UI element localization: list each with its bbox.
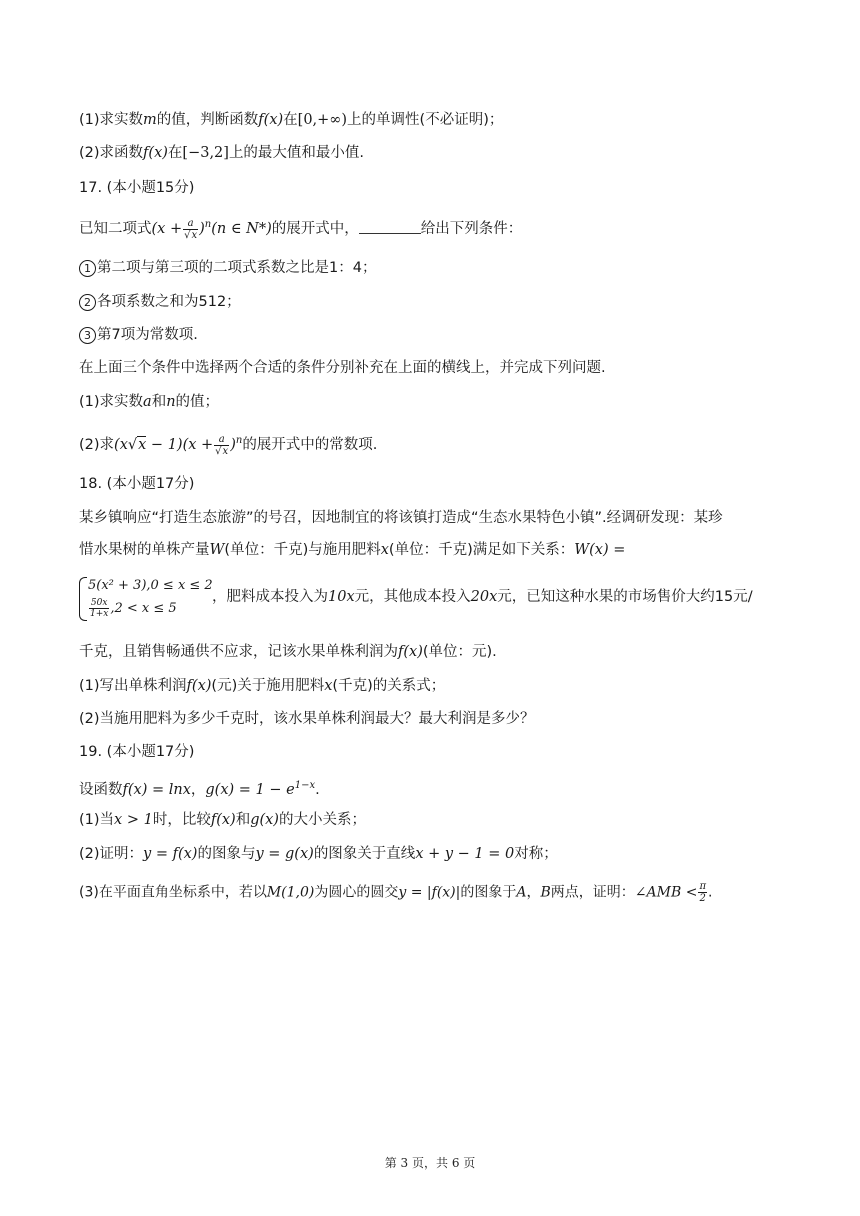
fraction [214, 434, 229, 457]
frac-den: √x [215, 445, 229, 457]
math-expr: ) [199, 221, 205, 237]
math-func: y = g(x) [255, 846, 314, 862]
text: 的图象于 [460, 884, 517, 901]
math-var: n [166, 394, 176, 410]
text: 的大小关系； [278, 812, 366, 828]
q18-part1 [79, 676, 445, 696]
text: 的展开式中的常数项. [242, 437, 378, 453]
math-interval: [−3,2] [182, 145, 229, 161]
q18-cost [212, 587, 753, 607]
math-expr: (x + [151, 221, 183, 237]
exponent: n [235, 435, 243, 446]
math-func: g(x) [250, 812, 279, 828]
frac-den: 1+x [90, 609, 109, 619]
q18-line1: 某乡镇响应“打造生态旅游”的号召，因地制宜的将该镇打造成“生态水果特色小镇”.经调研发现：某珍 [79, 510, 723, 526]
frac-num: a [214, 434, 229, 446]
math-var: W [209, 542, 225, 558]
text: 和 [235, 812, 251, 828]
frac-num: π [699, 881, 707, 892]
math-func: f(x) [186, 678, 212, 694]
math-expr: ) [230, 437, 236, 453]
sqrt-arg: x [138, 437, 147, 453]
text: (千克)的关系式； [332, 678, 446, 694]
math-func: y = |f(x)| [398, 884, 461, 901]
q18-part2: (2)当施用肥料为多少千克时，该水果单株利润最大？最大利润是多少？ [79, 711, 535, 727]
text: (1)当 [79, 812, 115, 828]
q18-header: 18. (本小题17分) [79, 476, 195, 492]
math-point: B [540, 884, 551, 901]
q16-part2 [79, 143, 364, 163]
text: 各项系数之和为512； [97, 294, 241, 310]
math-var: x [324, 678, 333, 694]
math-cond: (n ∈ N*) [211, 221, 272, 237]
math-cond: ,2 < x ≤ 5 [110, 601, 177, 616]
q19-part3 [79, 881, 712, 904]
text: 的展开式中， [271, 221, 359, 237]
exponent: 1−x [294, 780, 316, 791]
text: 和 [151, 394, 167, 410]
math-expr: (x [114, 437, 128, 453]
q19-intro [79, 776, 320, 800]
text: (1)求实数 [79, 394, 144, 410]
math-expr: − 1)(x + [146, 437, 214, 453]
text: 元，已知这种水果的市场售价大约15元/ [497, 589, 753, 605]
frac-num: 50x [90, 598, 108, 608]
text: 千克，且销售畅通供不应求，记该水果单株利润为 [79, 644, 398, 660]
text: 在 [167, 145, 183, 161]
text: . [315, 782, 320, 798]
page-footer: 第 3 页，共 6 页 [384, 1156, 476, 1170]
text: 设函数 [79, 782, 123, 798]
piecewise-brace [79, 577, 87, 621]
q17-part2 [79, 431, 377, 457]
math-point: A [516, 884, 527, 901]
text: 时，比较 [152, 812, 211, 828]
text: 两点，证明： [550, 884, 635, 901]
math-func: f(x) [258, 112, 284, 128]
math-expr: W(x) = [574, 542, 626, 558]
math-expr: 20x [470, 589, 498, 605]
text: 对称； [514, 846, 558, 862]
fill-blank[interactable] [359, 219, 421, 234]
text: 为圆心的圆交 [314, 884, 399, 901]
math-func: f(x) [143, 145, 168, 161]
math-var: m [143, 112, 157, 128]
text: 在 [283, 112, 298, 128]
text: 的图象关于直线 [313, 846, 416, 862]
fraction [89, 598, 109, 619]
text: ， [190, 782, 206, 798]
math-cond: x > 1 [114, 812, 153, 828]
q17-condition-1 [79, 258, 376, 278]
text: (2)求函数 [79, 145, 144, 161]
frac-num: a [183, 218, 198, 230]
math-func: f(x) [210, 812, 236, 828]
text: (2)求 [79, 437, 115, 453]
circled-number: 1 [79, 260, 96, 277]
q17-instruction: 在上面三个条件中选择两个合适的条件分别补充在上面的横线上，并完成下列问题. [79, 360, 606, 376]
text: 的图象与 [197, 846, 256, 862]
text: 的值，判断函数 [156, 112, 259, 128]
frac-den: 2 [699, 893, 706, 904]
circled-number: 2 [79, 294, 96, 311]
q19-part1 [79, 810, 366, 830]
q19-header: 19. (本小题17分) [79, 744, 195, 760]
text: (3)在平面直角坐标系中，若以 [79, 884, 267, 901]
text: (单位：元). [422, 644, 497, 660]
math-func: g(x) = 1 − e [205, 782, 295, 798]
math-interval: [0,+∞) [297, 112, 348, 128]
text: (1)写出单株利润 [79, 678, 187, 694]
q17-condition-3 [79, 325, 198, 345]
text: 的值； [175, 394, 220, 410]
text: 第二项与第三项的二项式系数之比是1：4； [97, 260, 377, 276]
math-expr: x + y − 1 = 0 [415, 846, 515, 862]
text: (1)求实数 [79, 112, 144, 128]
text: 元，其他成本投入 [354, 589, 471, 605]
text: (单位：千克)满足如下关系： [388, 542, 575, 558]
q18-piece1: 5(x² + 3),0 ≤ x ≤ 2 [88, 578, 213, 593]
exponent: n [204, 219, 212, 230]
q19-part2 [79, 844, 558, 864]
text: 上的单调性(不必证明)； [347, 112, 504, 128]
math-expr: ∠AMB < [634, 884, 698, 901]
fraction [183, 218, 198, 241]
sqrt-sign: √ [127, 437, 138, 453]
sqrt-arg: x [222, 445, 229, 457]
text: 上的最大值和最小值. [228, 145, 365, 161]
text: 惜水果树的单株产量 [79, 542, 210, 558]
math-point: M(1,0) [266, 884, 315, 901]
text: ， [526, 884, 541, 901]
text: ，肥料成本投入为 [212, 589, 328, 605]
math-func: f(x) = lnx [122, 782, 191, 798]
q16-part1 [79, 110, 503, 130]
q17-header: 17. (本小题15分) [79, 180, 195, 196]
text: (2)证明： [79, 846, 144, 862]
frac-den: √x [184, 229, 198, 241]
text: . [708, 884, 713, 901]
math-func: f(x) [398, 644, 423, 660]
fraction [698, 881, 707, 904]
text: 给出下列条件： [420, 221, 523, 237]
text: (元)关于施用肥料 [211, 678, 325, 694]
circled-number: 3 [79, 327, 96, 344]
q17-intro [79, 215, 522, 241]
q17-condition-2 [79, 292, 241, 312]
sqrt-arg: x [191, 229, 198, 241]
text: 已知二项式 [79, 221, 152, 237]
q18-line4 [79, 642, 497, 662]
text: (单位：千克)与施用肥料 [224, 542, 381, 558]
math-func: y = f(x) [143, 846, 198, 862]
math-var: a [143, 394, 152, 410]
math-var: x [380, 542, 389, 558]
q18-line2 [79, 540, 625, 560]
text: 第7项为常数项. [97, 327, 198, 343]
q17-part1 [79, 392, 219, 412]
q18-piece2 [88, 598, 177, 619]
math-expr: 10x [328, 589, 355, 605]
